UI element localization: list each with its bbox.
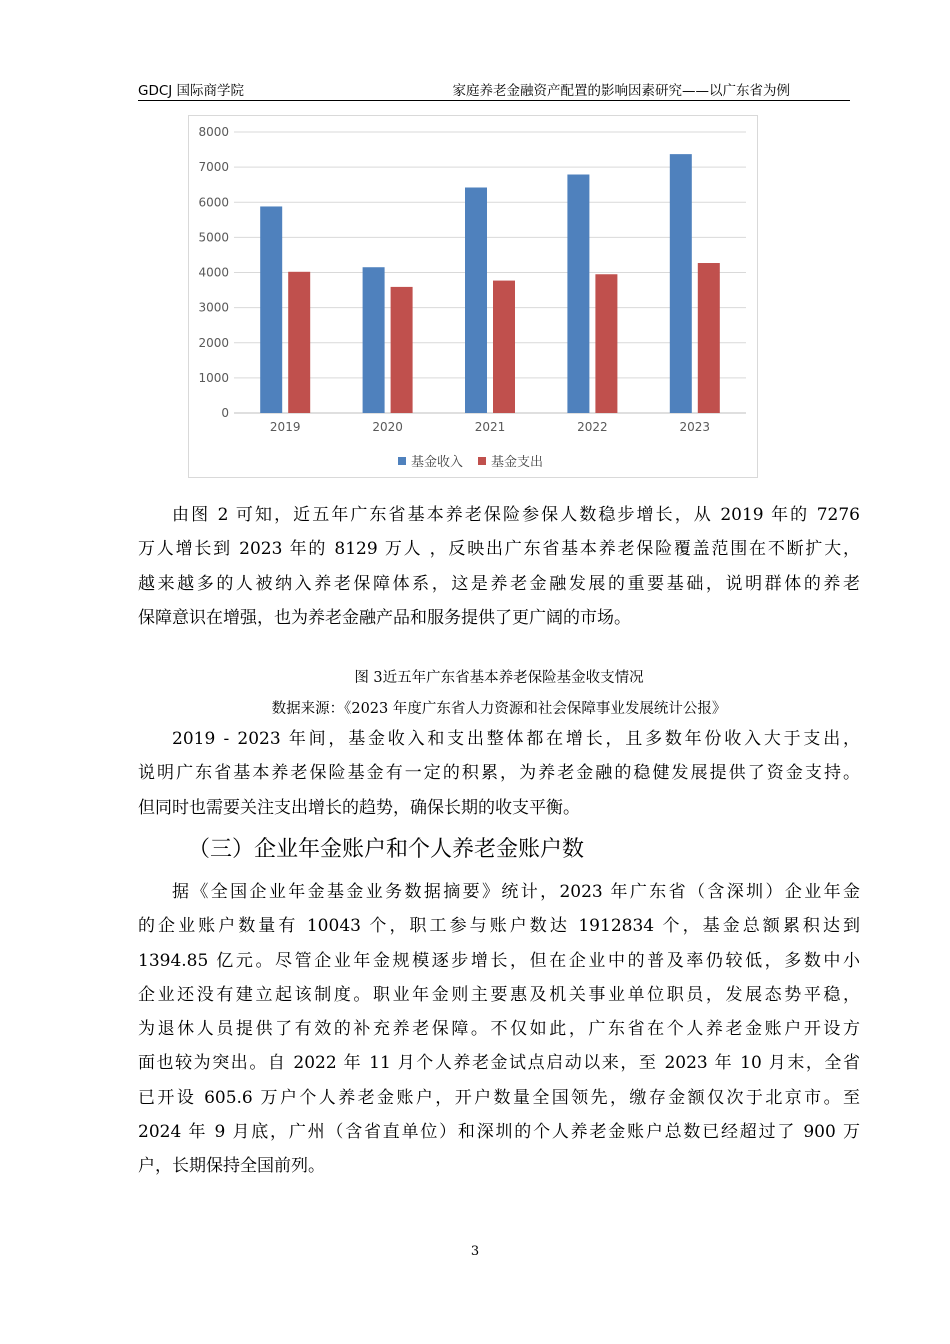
paragraph-fund-analysis	[138, 722, 860, 825]
header-institution: GDCJ 国际商学院	[138, 83, 245, 99]
legend-swatch	[478, 457, 486, 465]
paragraph-line: 2019 - 2023 年间，基金收入和支出整体都在增长，且多数年份收入大于支出，	[172, 729, 860, 749]
paragraph-line: 企业还没有建立起该制度。职业年金则主要惠及机关事业单位职员，发展态势平稳，	[138, 984, 860, 1005]
bar-基金支出-2022	[595, 274, 617, 413]
y-tick-label: 7000	[198, 160, 229, 175]
section-heading: （三）企业年金账户和个人养老金账户数	[188, 837, 585, 862]
bar-基金支出-2023	[698, 263, 720, 413]
bar-基金收入-2023	[670, 154, 692, 413]
bar-基金收入-2019	[260, 206, 282, 413]
y-tick-label: 1000	[198, 370, 229, 385]
y-tick-label: 3000	[198, 300, 229, 315]
y-tick-label: 8000	[198, 125, 229, 139]
paragraph-line: 说明广东省基本养老保险基金有一定的积累，为养老金融的稳健发展提供了资金支持。	[138, 763, 860, 784]
legend-label: 基金收入	[411, 455, 464, 470]
x-tick-label: 2023	[679, 420, 711, 434]
fund-income-expense-chart	[188, 115, 758, 478]
paragraph-line: 万人增长到 2023 年的 8129 万人 ，反映出广东省基本养老保险覆盖范围在不断扩大，	[138, 539, 860, 560]
x-tick-label: 2022	[577, 420, 608, 434]
page-number: 3	[470, 1244, 480, 1259]
bar-基金收入-2022	[567, 175, 589, 413]
y-tick-label: 0	[221, 406, 229, 420]
paragraph-line: 户，长期保持全国前列。	[138, 1156, 325, 1177]
legend-label: 基金支出	[491, 455, 544, 470]
paragraph-line: 1394.85 亿元。尽管企业年金规模逐步增长，但在企业中的普及率仍较低，多数中小	[138, 950, 860, 971]
paragraph-line: 已开设 605.6 万户个人养老金账户，开户数量全国领先，缴存金额仅次于北京市。至	[138, 1087, 860, 1108]
chart-svg	[189, 116, 759, 479]
bar-基金收入-2021	[465, 187, 487, 413]
y-tick-label: 2000	[198, 335, 229, 350]
paragraph-line: 越来越多的人被纳入养老保障体系，这是养老金融发展的重要基础，说明群体的养老	[138, 573, 860, 594]
paragraph-pension-accounts	[138, 875, 860, 1184]
paragraph-line: 的企业账户数量有 10043 个，职工参与账户数达 1912834 个，基金总额累积达到	[138, 916, 860, 937]
paragraph-line: 保障意识在增强，也为养老金融产品和服务提供了更广阔的市场。	[138, 607, 631, 628]
paragraph-line: 但同时也需要关注支出增长的趋势，确保长期的收支平衡。	[138, 797, 580, 818]
paragraph-line: 由图 2 可知，近五年广东省基本养老保险参保人数稳步增长，从 2019 年的 7276	[172, 505, 860, 525]
y-tick-label: 5000	[198, 230, 229, 245]
x-tick-label: 2020	[372, 420, 403, 434]
paragraph-line: 面也较为突出。自 2022 年 11 月个人养老金试点启动以来，至 2023 年 10 月末，全省	[138, 1053, 860, 1074]
header-paper-title: 家庭养老金融资产配置的影响因素研究——以广东省为例	[452, 83, 790, 99]
paragraph-line: 据《全国企业年金基金业务数据摘要》统计，2023 年广东省（含深圳）企业年金	[172, 882, 860, 902]
figure-source: 数据来源：《2023 年度广东省人力资源和社会保障事业发展统计公报》	[271, 701, 727, 717]
legend-swatch	[398, 457, 406, 465]
y-tick-label: 6000	[198, 195, 229, 210]
paragraph-line: 2024 年 9 月底，广州（含省直单位）和深圳的个人养老金账户总数已经超过了 900 万	[138, 1122, 860, 1143]
y-tick-label: 4000	[198, 265, 229, 280]
bar-基金支出-2019	[288, 272, 310, 413]
page-header	[138, 76, 850, 101]
bar-基金收入-2020	[363, 267, 385, 413]
x-tick-label: 2019	[269, 420, 301, 434]
paragraph-insured-growth	[138, 498, 860, 635]
bar-基金支出-2021	[493, 281, 515, 413]
x-tick-label: 2021	[474, 420, 506, 434]
paragraph-line: 为退休人员提供了有效的补充养老保障。不仅如此，广东省在个人养老金账户开设方	[138, 1019, 860, 1040]
bar-基金支出-2020	[391, 287, 413, 413]
figure-caption: 图 3近五年广东省基本养老保险基金收支情况	[354, 670, 644, 686]
